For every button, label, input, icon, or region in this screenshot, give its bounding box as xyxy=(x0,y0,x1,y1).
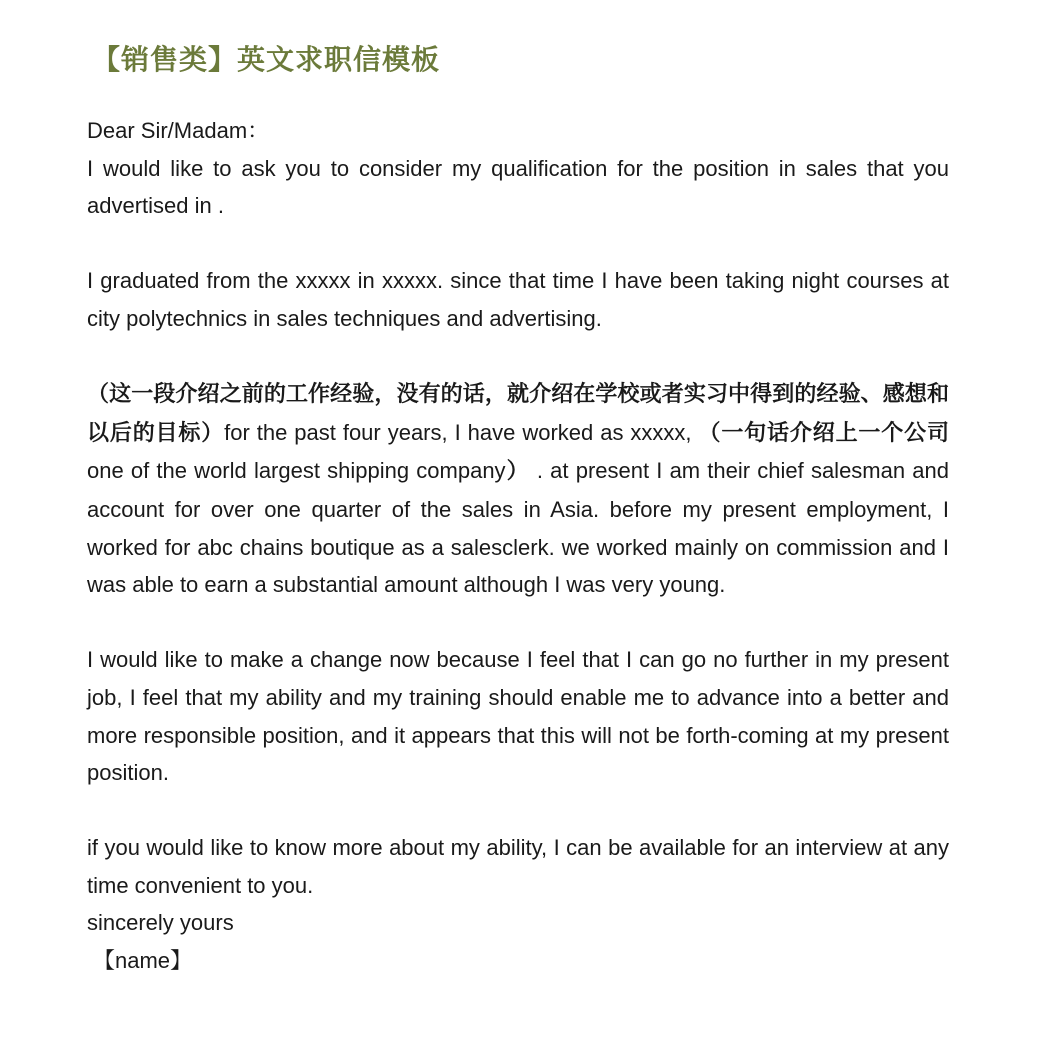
paragraph-gap xyxy=(87,792,949,830)
company-note-cn: （一句话介绍上一个公司 xyxy=(698,419,949,446)
cover-letter-body xyxy=(87,112,949,980)
paragraph-gap xyxy=(87,225,949,263)
paragraph-intro: I would like to ask you to consider my qualification for the position in sales that you advertised in . xyxy=(87,155,949,219)
paragraph-availability: if you would like to know more about my ability, I can be available for an interview at any time convenient to you. xyxy=(87,835,949,898)
closing: sincerely yours xyxy=(87,910,234,936)
salutation: Dear Sir/Madam： xyxy=(87,118,270,143)
paragraph-motivation: I would like to make a change now because I feel that I can go no further in my present job, I feel that my ability and my training should enable me to advance into a better and more responsible position, and it appears that this will not be forth-coming at my present position. xyxy=(87,647,949,786)
paragraph-experience xyxy=(87,375,949,604)
company-note-close: ） xyxy=(505,458,530,485)
paragraph-gap xyxy=(87,604,949,642)
document-title: 【销售类】英文求职信模板 xyxy=(92,43,441,76)
paragraph-gap xyxy=(87,338,949,376)
signature-placeholder: 【name】 xyxy=(93,948,193,974)
paragraph-education: I graduated from the xxxxx in xxxxx. since that time I have been taking night courses at city polytechnics in sales techniques and advertising. xyxy=(87,268,949,331)
experience-note-cn: （这一段介绍之前的工作经验，没有的话，就介绍在学校或者实习中得到的经验、感想和以后的目标） xyxy=(87,381,949,446)
experience-text-b: one of the world largest shipping company xyxy=(87,458,506,484)
experience-text-c: . at present I am their chief salesman and account for over one quarter of the sales in Asia. before my present employment, I worked for abc chains boutique as a salesclerk. we worked mainly on commission and I was able to earn a substantial amount although I was very young. xyxy=(87,458,949,598)
experience-text-a: for the past four years, I have worked as xxxxx, xyxy=(224,419,699,445)
